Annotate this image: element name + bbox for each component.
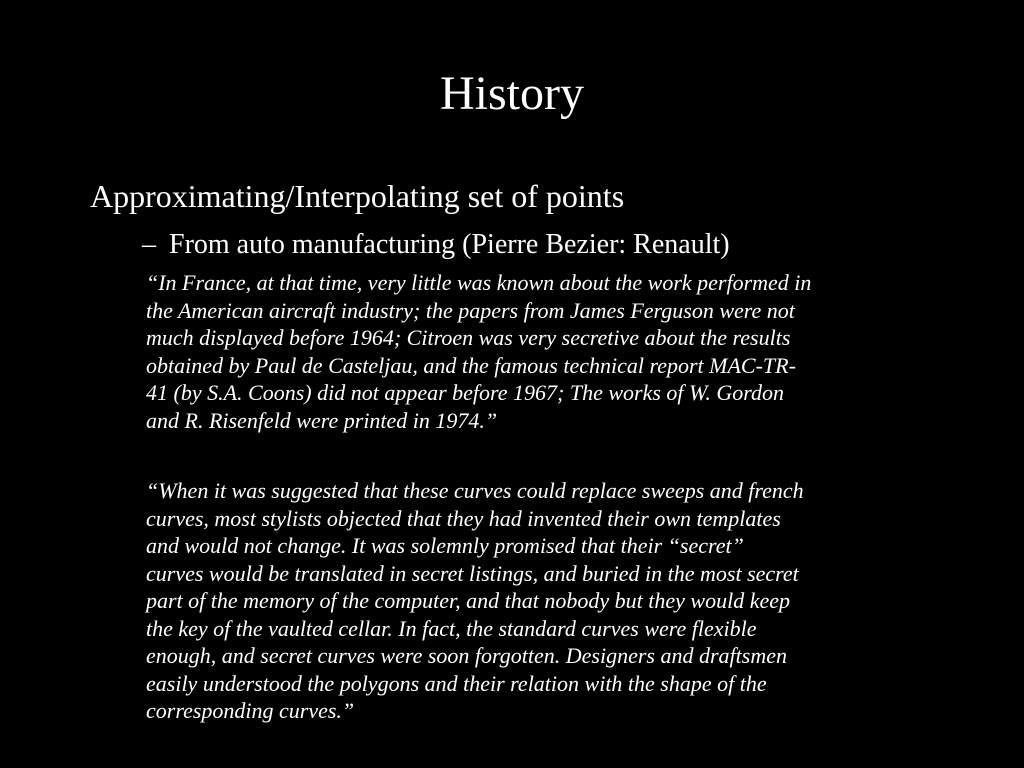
quote-2-line: “When it was suggested that these curves could replace sweeps and french (146, 478, 804, 503)
quote-1-line: much displayed before 1964; Citroen was very secretive about the results (146, 325, 791, 350)
slide-title: History (440, 67, 584, 120)
quote-1-line: and R. Risenfeld were printed in 1974.” (146, 407, 498, 433)
quote-2-line: curves, most stylists objected that they had invented their own templates (146, 505, 781, 531)
quote-2-line: and would not change. It was solemnly promised that their “secret” (146, 533, 744, 558)
bullet-level-2 (142, 228, 730, 262)
quote-1 (146, 269, 936, 434)
bullet-dash: – (142, 229, 156, 260)
quote-2-line: curves would be translated in secret listings, and buried in the most secret (146, 560, 799, 586)
bullet-level-2-text: From auto manufacturing (Pierre Bezier: Renault) (169, 229, 730, 260)
quote-2 (146, 477, 936, 725)
quote-2-line: part of the memory of the computer, and that nobody but they would keep (146, 588, 790, 613)
quote-2-line: enough, and secret curves were soon forgotten. Designers and draftsmen (146, 643, 787, 668)
quote-1-line: “In France, at that time, very little was known about the work performed in (146, 270, 812, 295)
bullet-level-1: Approximating/Interpolating set of points (90, 178, 625, 214)
quote-2-line: corresponding curves.” (146, 698, 355, 723)
quote-2-line: the key of the vaulted cellar. In fact, the standard curves were flexible (146, 615, 757, 641)
quote-1-line: the American aircraft industry; the papers from James Ferguson were not (146, 297, 795, 323)
quote-2-line: easily understood the polygons and their relation with the shape of the (146, 670, 767, 696)
quote-1-line: 41 (by S.A. Coons) did not appear before 1967; The works of W. Gordon (146, 380, 784, 405)
quote-1-line: obtained by Paul de Casteljau, and the famous technical report MAC-TR- (146, 352, 796, 378)
